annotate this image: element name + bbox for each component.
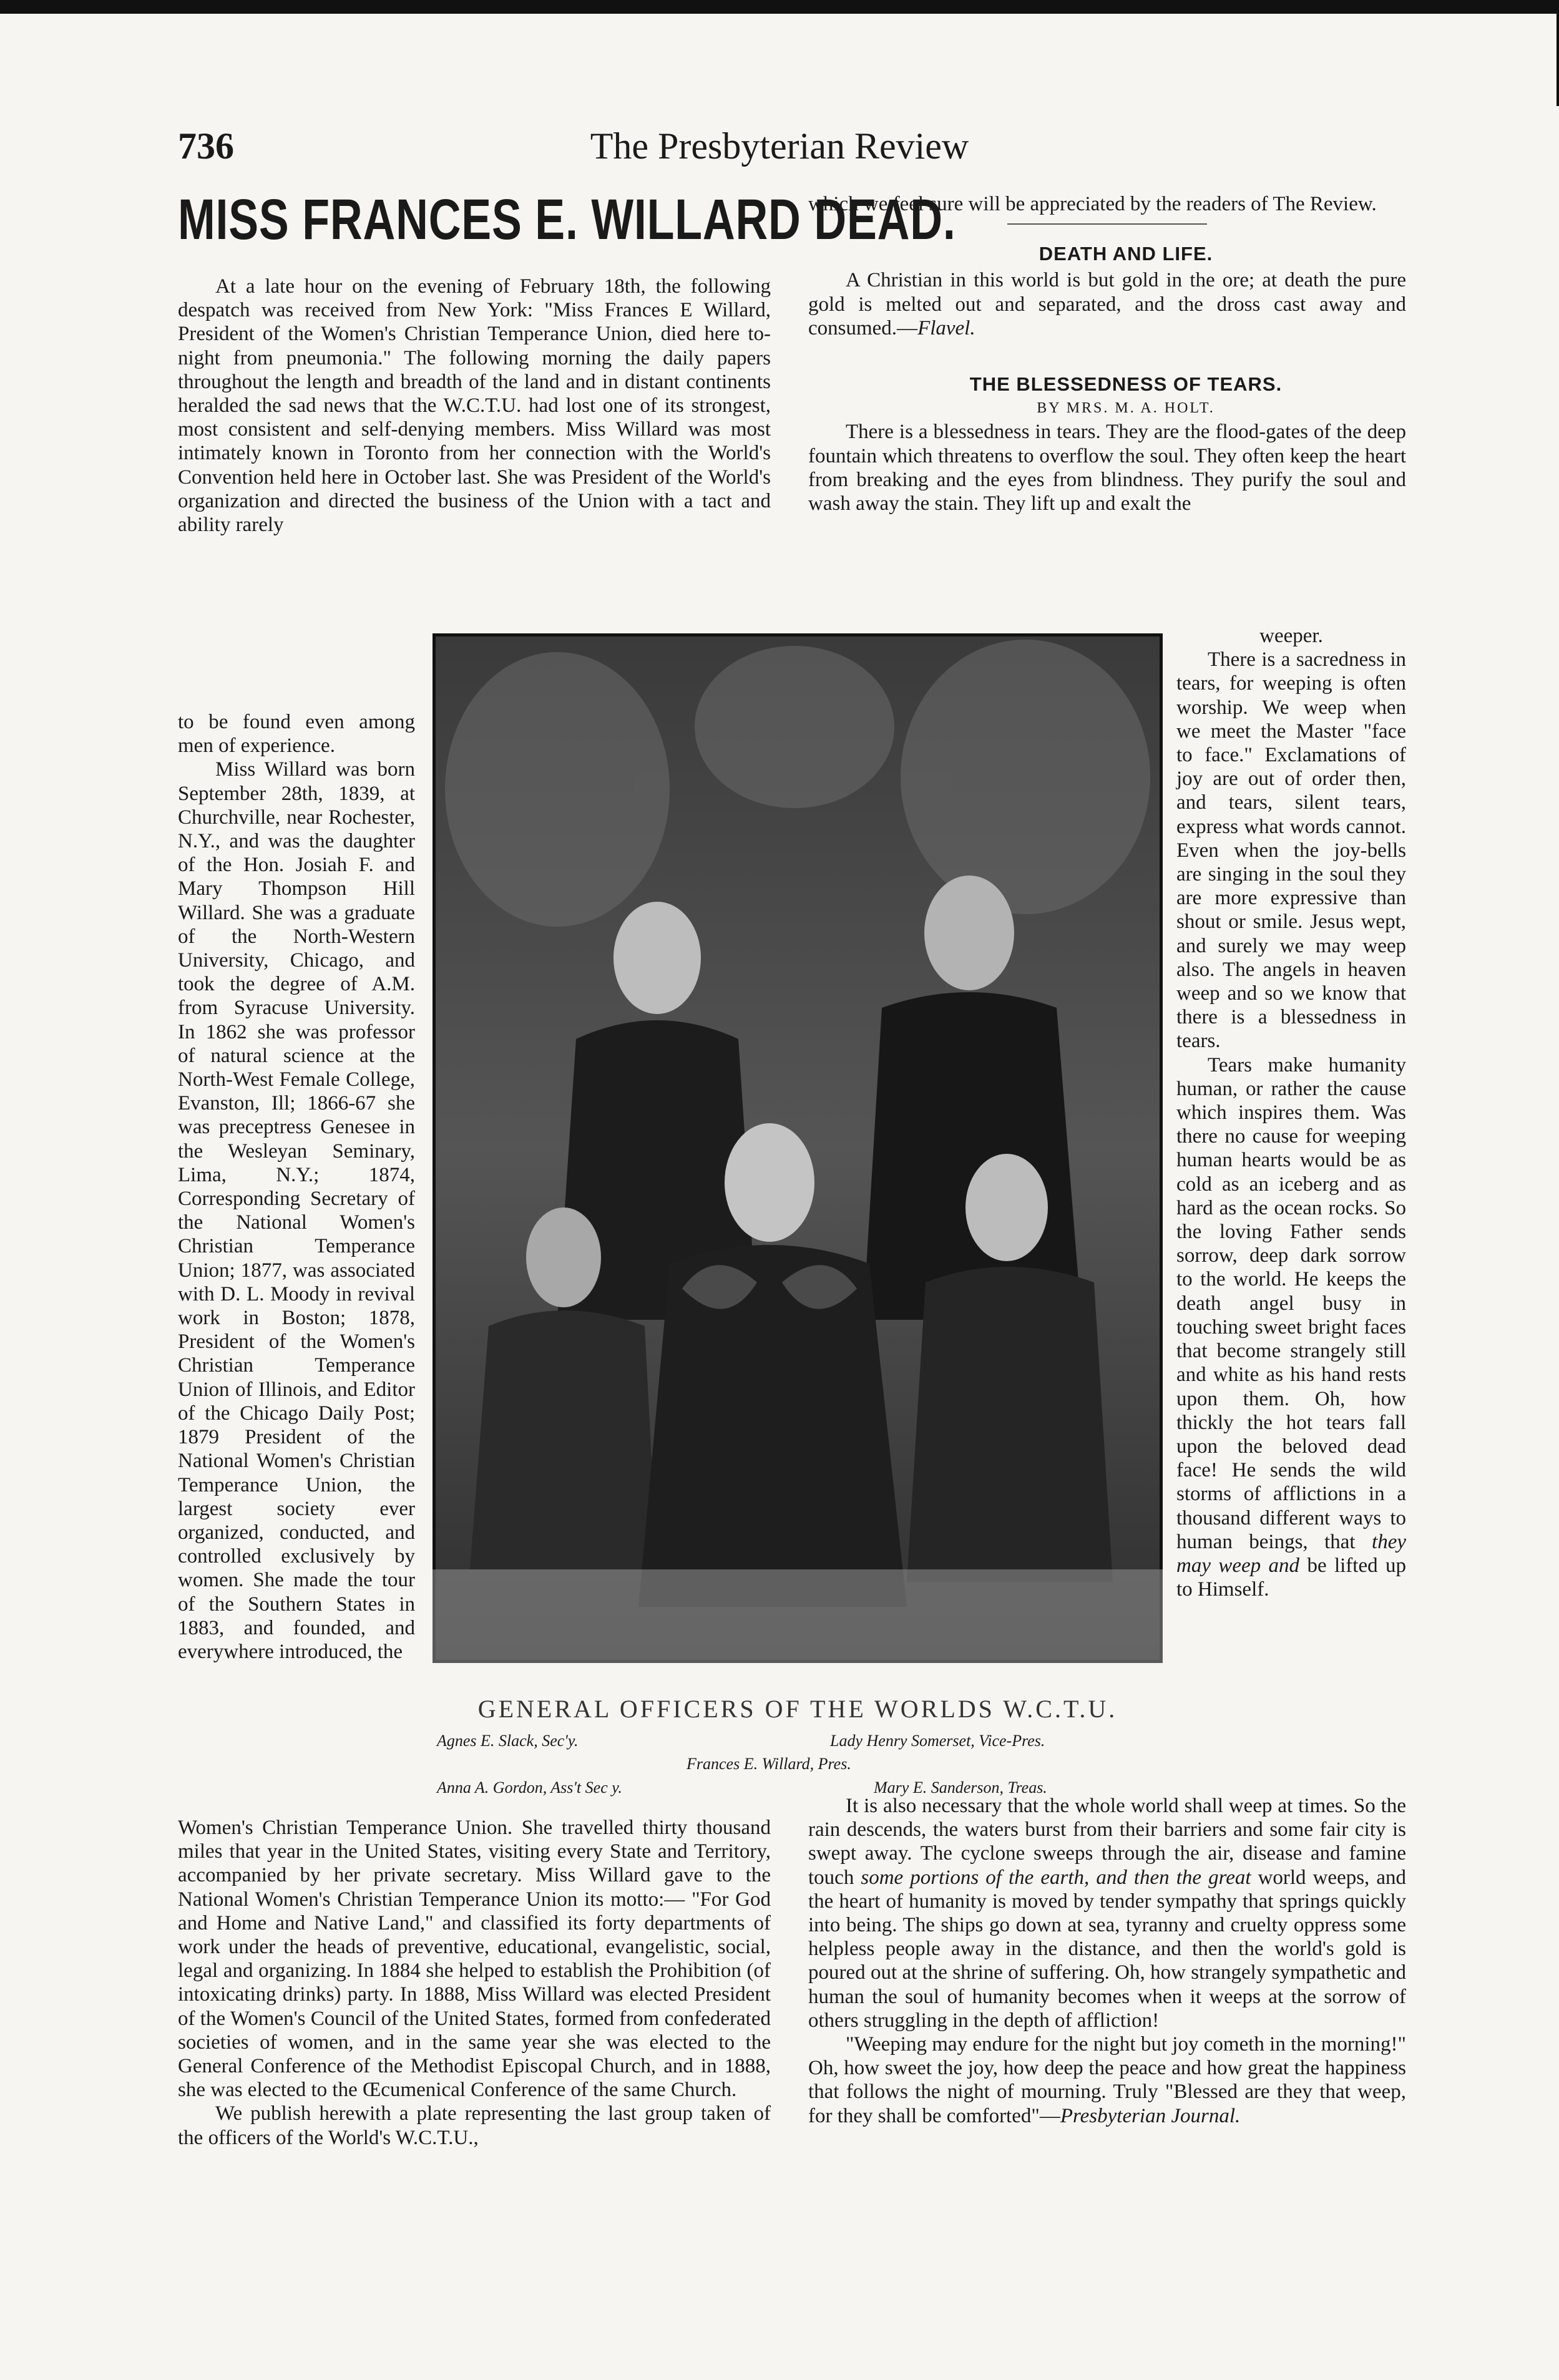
willard-paragraph-3: We publish herewith a plate representing the last group taken of the officers of the World's W.C.T.U., — [178, 2102, 771, 2149]
photo-caption-title: GENERAL OFFICERS OF THE WORLDS W.C.T.U. — [477, 1695, 1118, 1723]
willard-paragraph-2: Miss Willard was born September 28th, 1839, at Churchville, near Rochester, N.Y., and was the daughter of the Hon. Josiah F. and Mary Thompson Hill Willard. She was a graduate of the North-Western University, Chicago, and took the degree of A.M. from Syracuse University. In 1862 she was professor of natural science at the North-West Female College, Evanston, Ill; 1866-67 she was preceptress Genesee in the Wesleyan Seminary, Lima, N.Y.; 1874, Corresponding Secretary of the National Women's Christian Temperance Union; 1877, was associated with D. L. Moody in revival work in Boston; 1878, President of the Women's Christian Temperance Union of Illinois, and Editor of the Chicago Daily Post; 1879 President of the National Women's Christian Temperance Union, the largest society ever organized, conducted, and controlled exclusively by women. She made the tour of the Southern States in 1883, and founded, and everywhere introduced, the — [178, 758, 415, 1663]
tears-paragraph-4-body: It is also necessary that the whole world shall weep at times. So the rain descends, the waters burst from their barriers and some fair city is swept away. The cyclone sweeps through the air, disease and famine touch — [808, 1795, 1406, 1889]
tears-paragraph-3 — [1176, 1053, 1406, 1602]
tears-paragraph-1-end: weeper. — [1259, 625, 1323, 647]
willard-article-intro — [178, 275, 771, 537]
willard-paragraph-3-end: which we feel sure will be appreciated by the readers of The Review. — [808, 193, 1377, 215]
death-and-life-attribution: Flavel. — [917, 316, 975, 339]
willard-article-bottom — [178, 1816, 771, 2150]
death-and-life-text — [808, 268, 1406, 340]
tears-paragraph-1: There is a blessedness in tears. They are the flood-gates of the deep fountain which threatens to overflow the soul. They often keep the heart from breaking and the eyes from blindness. They purify the soul and wash away the stain. They lift up and exalt the — [808, 421, 1406, 515]
willard-paragraph-1-end: to be found even among men of experience. — [178, 711, 415, 758]
tears-paragraph-2: There is a sacredness in tears, for weeping is often worship. We weep when we meet the Master "face to face." Exclamations of joy are out of order then, and tears, silent tears, express what words cannot. Even when the joy-bells are singing in the soul they are more expressive than shout or smile. Jesus wept, and surely we may weep also. The angels in heaven weep and so we know that there is a blessedness in tears. — [1176, 648, 1406, 1053]
tears-paragraph-4-italic: some portions of the earth, and then the great — [861, 1866, 1251, 1889]
caption-gordon: Anna A. Gordon, Ass't Sec y. — [437, 1778, 622, 1797]
death-and-life-heading: DEATH AND LIFE. — [1039, 243, 1213, 265]
tears-attribution: Presbyterian Journal. — [1060, 2104, 1241, 2127]
willard-paragraph-2-end: Women's Christian Temperance Union. She travelled thirty thousand miles that year in the United States, visiting every State and Territory, accompanied by her private secretary. Miss Willard gave to the National Women's Christian Temperance Union its motto:— "For God and Home and Native Land," and classified its forty departments of work under the heads of preventive, educational, evangelistic, social, legal and organizing. In 1884 she helped to establish the Prohibition (of intoxicating drinks) party. In 1888, Miss Willard was elected President of the Women's Council of the United States, formed from confederated societies of women, and in the same year she was elected to the General Conference of the Methodist Episcopal Church, and in 1888, she was elected to the Œcumenical Conference of the same Church. — [178, 1817, 771, 2102]
tears-paragraph-4 — [808, 1794, 1406, 2032]
willard-paragraph-1: At a late hour on the evening of February 18th, the following despatch was received from New York: "Miss Frances E Willard, President of the Women's Christian Temperance Union, died here to-night from pneumonia." The following morning the daily papers throughout the length and breadth of the land and in distant continents heralded the sad news that the W.C.T.U. had lost one of its strongest, most consistent and self-denying members. Miss Willard was most intimately known in Toronto from her connection with the World's Convention held here in October last. She was President of the World's organization and directed the business of the Union with a tact and ability rarely — [178, 275, 771, 537]
tears-paragraph-5 — [808, 2032, 1406, 2128]
caption-sanderson: Mary E. Sanderson, Treas. — [874, 1778, 1047, 1797]
tears-bottom — [808, 1794, 1406, 2128]
tears-byline: BY MRS. M. A. HOLT. — [1037, 400, 1215, 417]
blessedness-of-tears-heading: THE BLESSEDNESS OF TEARS. — [969, 373, 1283, 396]
page-number: 736 — [178, 125, 234, 167]
willard-article-narrow — [178, 710, 415, 1664]
tears-paragraph-4-end: world weeps, and the heart of humanity is moved by tender sympathy that springs quickly into being. The ships go down at sea, tyranny and cruelty oppress some helpless people away in the distance, and then the world's gold is poured out at the shrine of suffering. Oh, how strangely sympathetic and human the soul of humanity becomes when it weeps at the sorrow of others struggling in the depth of affliction! — [808, 1866, 1406, 2032]
scan-right-border — [1557, 0, 1559, 106]
caption-somerset: Lady Henry Somerset, Vice-Pres. — [830, 1732, 1045, 1750]
scan-top-border — [0, 0, 1559, 14]
tears-paragraph-5-body: "Weeping may endure for the night but joy cometh in the morning!" Oh, how sweet the joy, how deep the peace and how great the happiness that follows the night of mourning. Truly "Blessed are they that weep, for they shall be comforted"— — [808, 2033, 1406, 2127]
tears-narrow-column — [1176, 624, 1406, 1601]
caption-slack: Agnes E. Slack, Sec'y. — [437, 1732, 579, 1750]
tears-paragraph-3-end: be lifted up to Himself. — [1176, 1554, 1406, 1601]
caption-willard: Frances E. Willard, Pres. — [687, 1755, 851, 1773]
article-headline: MISS FRANCES E. WILLARD DEAD. — [178, 188, 956, 251]
tears-paragraph-3-italic: they may weep and — [1176, 1530, 1406, 1577]
right-column-top — [808, 192, 1406, 515]
section-divider — [1007, 223, 1207, 225]
tears-paragraph-3-body: Tears make humanity human, or rather the cause which inspires them. Was there no cause for weeping human hearts would be as cold as an iceberg and as hard as the ocean rocks. So the loving Father sends sorrow, deep dark sorrow to the world. He keeps the death angel busy in touching sweet bright faces that become strangely still and white as his hand rests upon them. Oh, how thickly the hot tears fall upon the beloved dead face! He sends the wild storms of afflictions in a thousand different ways to human beings, that — [1176, 1053, 1406, 1553]
photo-illustration — [433, 633, 1163, 1663]
group-photograph — [433, 633, 1163, 1663]
death-and-life-body: A Christian in this world is but gold in the ore; at death the pure gold is melted out and separated, and the dross cast away and consumed.— — [808, 269, 1406, 339]
journal-title: The Presbyterian Review — [590, 125, 969, 167]
